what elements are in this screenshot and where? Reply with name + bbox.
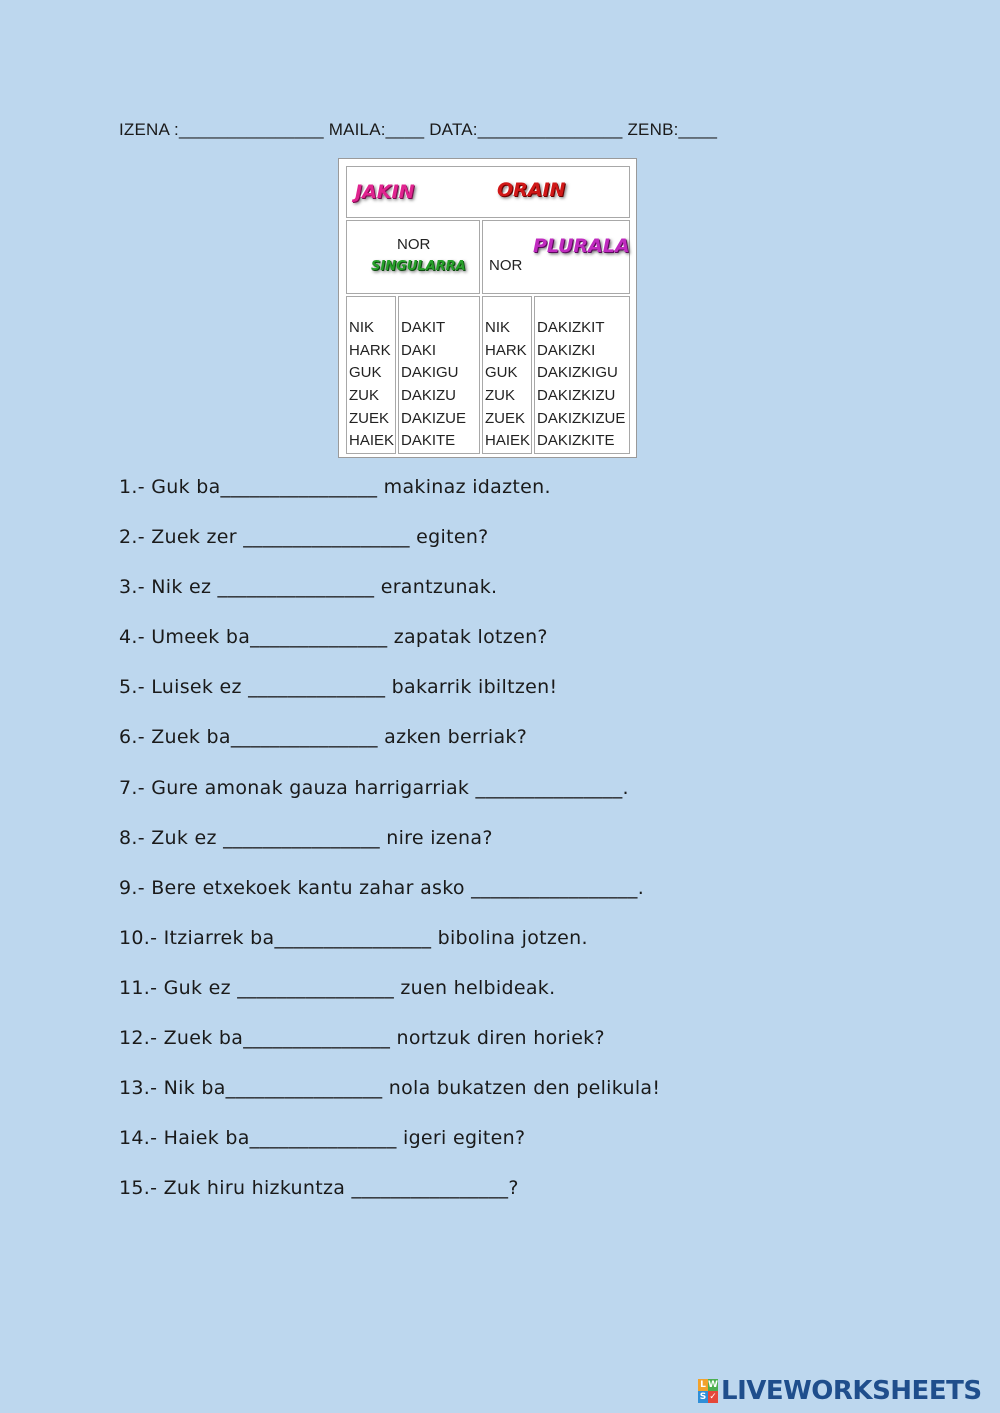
- verb-form: DAKIZKI: [537, 341, 596, 359]
- exercise-item: 6.- Zuek ba_______________ azken berriak?: [119, 726, 528, 749]
- exercise-item: 12.- Zuek ba_______________ nortzuk diren horiek?: [119, 1027, 605, 1050]
- verb-form: DAKIZU: [401, 387, 457, 405]
- pronoun: ZUK: [349, 387, 379, 405]
- verb-form: DAKIZKIT: [537, 319, 605, 336]
- liveworksheets-logo-icon: L W S ✓: [699, 1380, 718, 1402]
- conjugation-table: [338, 158, 637, 458]
- singular-nor-label: NOR: [397, 236, 431, 253]
- exercise-item: 8.- Zuk ez ________________ nire izena?: [119, 826, 493, 849]
- exercise-item: 2.- Zuek zer _________________ egiten?: [119, 526, 489, 549]
- liveworksheets-wordmark: LIVEWORKSHEETS: [721, 1376, 982, 1406]
- pronoun: GUK: [349, 364, 382, 382]
- verb-form: DAKI: [401, 341, 437, 359]
- plural-nor-label: NOR: [489, 257, 523, 274]
- pronoun: HARK: [485, 341, 527, 359]
- pronoun: HARK: [349, 341, 391, 359]
- exercise-item: 9.- Bere etxekoek kantu zahar asko _________________.: [119, 876, 645, 899]
- verb-form: DAKIT: [401, 319, 446, 336]
- singular-label: SINGULARRA: [371, 259, 466, 274]
- pronoun: NIK: [349, 319, 375, 336]
- pronoun: ZUK: [485, 387, 515, 405]
- plural-verb-column: [534, 296, 630, 454]
- title-jakin: JAKIN: [355, 181, 415, 203]
- exercise-item: 13.- Nik ba________________ nola bukatzen den pelikula!: [119, 1077, 661, 1100]
- plural-header: [482, 220, 630, 294]
- verb-form: DAKIZKIGU: [537, 364, 618, 382]
- verb-form: DAKITE: [401, 432, 456, 450]
- table-title-row: [346, 166, 630, 218]
- verb-form: DAKIZKIZUE: [537, 409, 626, 427]
- exercise-item: 3.- Nik ez ________________ erantzunak.: [119, 576, 498, 599]
- exercise-item: 10.- Itziarrek ba________________ bibolina jotzen.: [119, 926, 588, 949]
- singular-header: [346, 220, 480, 294]
- pronoun: HAIEK: [349, 432, 395, 450]
- exercise-item: 11.- Guk ez ________________ zuen helbideak.: [119, 976, 556, 999]
- exercise-item: 7.- Gure amonak gauza harrigarriak _______________.: [119, 776, 629, 799]
- title-orain: ORAIN: [497, 179, 566, 201]
- exercise-item: 15.- Zuk hiru hizkuntza ________________?: [119, 1177, 519, 1200]
- pronoun: ZUEK: [485, 409, 526, 427]
- exercise-item: 14.- Haiek ba_______________ igeri egiten?: [119, 1127, 526, 1150]
- plural-label: PLURALA: [533, 235, 630, 257]
- pronoun: HAIEK: [485, 432, 531, 450]
- exercise-item: 4.- Umeek ba______________ zapatak lotzen?: [119, 626, 548, 649]
- student-info-header: IZENA :_______________ MAILA:____ DATA:_______________ ZENB:____: [119, 120, 718, 139]
- verb-form: DAKIZKIZU: [537, 387, 616, 405]
- pronoun: ZUEK: [349, 409, 390, 427]
- plural-pronoun-column: [482, 296, 532, 454]
- exercise-item: 5.- Luisek ez ______________ bakarrik ibiltzen!: [119, 676, 558, 699]
- verb-form: DAKIZUE: [401, 409, 467, 427]
- exercise-list: [119, 474, 660, 1225]
- singular-pronoun-column: [346, 296, 396, 454]
- pronoun: NIK: [485, 319, 511, 336]
- verb-form: DAKIZKITE: [537, 432, 615, 450]
- liveworksheets-logo: [698, 1376, 982, 1406]
- singular-verb-column: [398, 296, 480, 454]
- verb-form: DAKIGU: [401, 364, 459, 382]
- pronoun: GUK: [485, 364, 518, 382]
- exercise-item: 1.- Guk ba________________ makinaz idazten.: [119, 476, 551, 498]
